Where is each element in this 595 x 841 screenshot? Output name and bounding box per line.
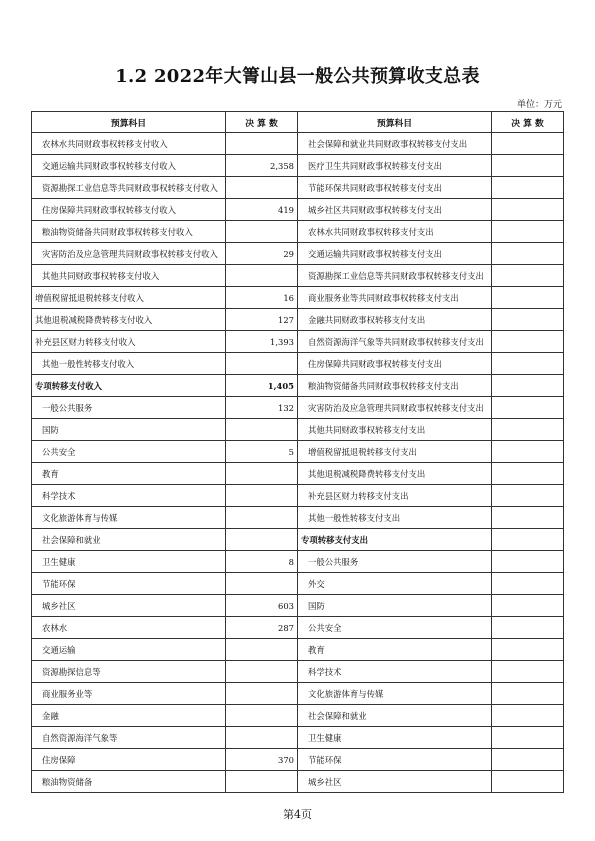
left-item-cell: 金融 (32, 705, 226, 727)
right-amount-cell (492, 133, 564, 155)
table-row (32, 617, 564, 639)
left-amount-cell (226, 529, 298, 551)
table-row (32, 573, 564, 595)
left-amount-cell: 5 (226, 441, 298, 463)
right-item-cell: 住房保障共同财政事权转移支付支出 (298, 353, 492, 375)
right-amount-cell (492, 749, 564, 771)
left-item-cell: 商业服务业等 (32, 683, 226, 705)
left-amount-cell (226, 573, 298, 595)
right-item-cell: 卫生健康 (298, 727, 492, 749)
table-row (32, 419, 564, 441)
left-amount-cell (226, 705, 298, 727)
right-amount-cell (492, 683, 564, 705)
left-amount-cell (226, 639, 298, 661)
table-row (32, 199, 564, 221)
left-amount-cell: 1,405 (226, 375, 298, 397)
left-amount-cell (226, 221, 298, 243)
right-amount-cell (492, 309, 564, 331)
right-amount-cell (492, 375, 564, 397)
left-item-cell: 其他一般性转移支付收入 (32, 353, 226, 375)
right-item-cell: 自然资源海洋气象等共同财政事权转移支付支出 (298, 331, 492, 353)
right-item-cell: 社会保障和就业 (298, 705, 492, 727)
right-item-cell: 农林水共同财政事权转移支付支出 (298, 221, 492, 243)
right-amount-cell (492, 529, 564, 551)
left-item-cell: 其他共同财政事权转移支付收入 (32, 265, 226, 287)
right-item-cell: 城乡社区共同财政事权转移支付支出 (298, 199, 492, 221)
right-item-cell: 其他一般性转移支付支出 (298, 507, 492, 529)
right-amount-cell (492, 287, 564, 309)
right-amount-cell (492, 727, 564, 749)
table-body (32, 133, 564, 793)
left-amount-cell: 8 (226, 551, 298, 573)
left-item-cell: 灾害防治及应急管理共同财政事权转移支付收入 (32, 243, 226, 265)
left-amount-cell: 16 (226, 287, 298, 309)
right-amount-cell (492, 617, 564, 639)
right-amount-cell (492, 771, 564, 793)
left-amount-cell: 29 (226, 243, 298, 265)
table-row (32, 595, 564, 617)
table-row (32, 705, 564, 727)
left-item-cell: 社会保障和就业 (32, 529, 226, 551)
header-right-item: 预算科目 (298, 112, 492, 133)
table-row (32, 529, 564, 551)
right-item-cell: 商业服务业等共同财政事权转移支付支出 (298, 287, 492, 309)
right-amount-cell (492, 595, 564, 617)
right-item-cell: 增值税留抵退税转移支付支出 (298, 441, 492, 463)
right-amount-cell (492, 177, 564, 199)
left-item-cell: 专项转移支付收入 (32, 375, 226, 397)
table-row (32, 353, 564, 375)
table-row (32, 441, 564, 463)
right-amount-cell (492, 155, 564, 177)
right-amount-cell (492, 507, 564, 529)
unit-label: 单位：万元 (516, 100, 562, 110)
left-amount-cell: 603 (226, 595, 298, 617)
right-amount-cell (492, 485, 564, 507)
right-item-cell: 城乡社区 (298, 771, 492, 793)
right-item-cell: 外交 (298, 573, 492, 595)
right-item-cell: 资源勘探工业信息等共同财政事权转移支付支出 (298, 265, 492, 287)
right-item-cell: 节能环保共同财政事权转移支付支出 (298, 177, 492, 199)
left-item-cell: 交通运输共同财政事权转移支付收入 (32, 155, 226, 177)
table-row (32, 331, 564, 353)
right-amount-cell (492, 221, 564, 243)
right-amount-cell (492, 661, 564, 683)
left-item-cell: 城乡社区 (32, 595, 226, 617)
left-amount-cell (226, 463, 298, 485)
left-item-cell: 公共安全 (32, 441, 226, 463)
left-item-cell: 科学技术 (32, 485, 226, 507)
left-item-cell: 住房保障共同财政事权转移支付收入 (32, 199, 226, 221)
left-amount-cell (226, 265, 298, 287)
left-item-cell: 农林水 (32, 617, 226, 639)
right-item-cell: 国防 (298, 595, 492, 617)
right-amount-cell (492, 265, 564, 287)
left-item-cell: 一般公共服务 (32, 397, 226, 419)
right-item-cell: 教育 (298, 639, 492, 661)
left-item-cell: 文化旅游体育与传媒 (32, 507, 226, 529)
left-item-cell: 农林水共同财政事权转移支付收入 (32, 133, 226, 155)
right-amount-cell (492, 573, 564, 595)
left-amount-cell (226, 771, 298, 793)
left-amount-cell (226, 177, 298, 199)
right-item-cell: 医疗卫生共同财政事权转移支付支出 (298, 155, 492, 177)
table-row (32, 265, 564, 287)
left-amount-cell (226, 507, 298, 529)
left-amount-cell (226, 133, 298, 155)
table-row (32, 507, 564, 529)
right-amount-cell (492, 353, 564, 375)
left-amount-cell (226, 419, 298, 441)
left-amount-cell (226, 727, 298, 749)
table-row (32, 727, 564, 749)
table-row (32, 375, 564, 397)
right-item-cell: 粮油物资储备共同财政事权转移支付支出 (298, 375, 492, 397)
left-item-cell: 补充县区财力转移支付收入 (32, 331, 226, 353)
table-row (32, 551, 564, 573)
header-left-amount: 决 算 数 (226, 112, 298, 133)
right-item-cell: 公共安全 (298, 617, 492, 639)
left-item-cell: 住房保障 (32, 749, 226, 771)
left-item-cell: 国防 (32, 419, 226, 441)
right-item-cell: 补充县区财力转移支付支出 (298, 485, 492, 507)
left-amount-cell (226, 661, 298, 683)
right-item-cell: 灾害防治及应急管理共同财政事权转移支付支出 (298, 397, 492, 419)
table-row (32, 661, 564, 683)
right-amount-cell (492, 639, 564, 661)
right-item-cell: 其他退税减税降费转移支付支出 (298, 463, 492, 485)
left-amount-cell (226, 353, 298, 375)
right-amount-cell (492, 441, 564, 463)
left-item-cell: 交通运输 (32, 639, 226, 661)
left-item-cell: 节能环保 (32, 573, 226, 595)
header-left-item: 预算科目 (32, 112, 226, 133)
left-amount-cell: 127 (226, 309, 298, 331)
left-item-cell: 资源勘探工业信息等共同财政事权转移支付收入 (32, 177, 226, 199)
right-item-cell: 科学技术 (298, 661, 492, 683)
right-amount-cell (492, 551, 564, 573)
table-row (32, 221, 564, 243)
left-amount-cell: 1,393 (226, 331, 298, 353)
right-item-cell: 文化旅游体育与传媒 (298, 683, 492, 705)
left-item-cell: 资源勘探信息等 (32, 661, 226, 683)
table-row (32, 397, 564, 419)
table-row (32, 287, 564, 309)
right-amount-cell (492, 331, 564, 353)
left-amount-cell: 370 (226, 749, 298, 771)
right-item-cell: 社会保障和就业共同财政事权转移支付支出 (298, 133, 492, 155)
left-amount-cell (226, 485, 298, 507)
left-amount-cell: 132 (226, 397, 298, 419)
left-item-cell: 粮油物资储备共同财政事权转移支付收入 (32, 221, 226, 243)
right-item-cell: 专项转移支付支出 (298, 529, 492, 551)
left-item-cell: 教育 (32, 463, 226, 485)
table-row (32, 683, 564, 705)
table-row (32, 155, 564, 177)
left-amount-cell: 2,358 (226, 155, 298, 177)
right-amount-cell (492, 199, 564, 221)
right-item-cell: 金融共同财政事权转移支付支出 (298, 309, 492, 331)
table-row (32, 133, 564, 155)
right-item-cell: 节能环保 (298, 749, 492, 771)
page-number: 第4页 (283, 808, 312, 821)
right-amount-cell (492, 463, 564, 485)
page-title: 1.2 2022年大箐山县一般公共预算收支总表 (115, 66, 480, 87)
right-amount-cell (492, 243, 564, 265)
table-row (32, 771, 564, 793)
left-amount-cell: 419 (226, 199, 298, 221)
right-amount-cell (492, 705, 564, 727)
right-amount-cell (492, 397, 564, 419)
table-header-row (32, 112, 564, 133)
left-amount-cell (226, 683, 298, 705)
table-row (32, 639, 564, 661)
left-item-cell: 增值税留抵退税转移支付收入 (32, 287, 226, 309)
table-row (32, 749, 564, 771)
budget-table (31, 111, 564, 793)
right-item-cell: 其他共同财政事权转移支付支出 (298, 419, 492, 441)
right-item-cell: 交通运输共同财政事权转移支付支出 (298, 243, 492, 265)
right-item-cell: 一般公共服务 (298, 551, 492, 573)
left-amount-cell: 287 (226, 617, 298, 639)
left-item-cell: 粮油物资储备 (32, 771, 226, 793)
table-row (32, 309, 564, 331)
header-right-amount: 决 算 数 (492, 112, 564, 133)
left-item-cell: 卫生健康 (32, 551, 226, 573)
left-item-cell: 其他退税减税降费转移支付收入 (32, 309, 226, 331)
right-amount-cell (492, 419, 564, 441)
table-row (32, 463, 564, 485)
table-row (32, 485, 564, 507)
table-row (32, 177, 564, 199)
left-item-cell: 自然资源海洋气象等 (32, 727, 226, 749)
table-row (32, 243, 564, 265)
